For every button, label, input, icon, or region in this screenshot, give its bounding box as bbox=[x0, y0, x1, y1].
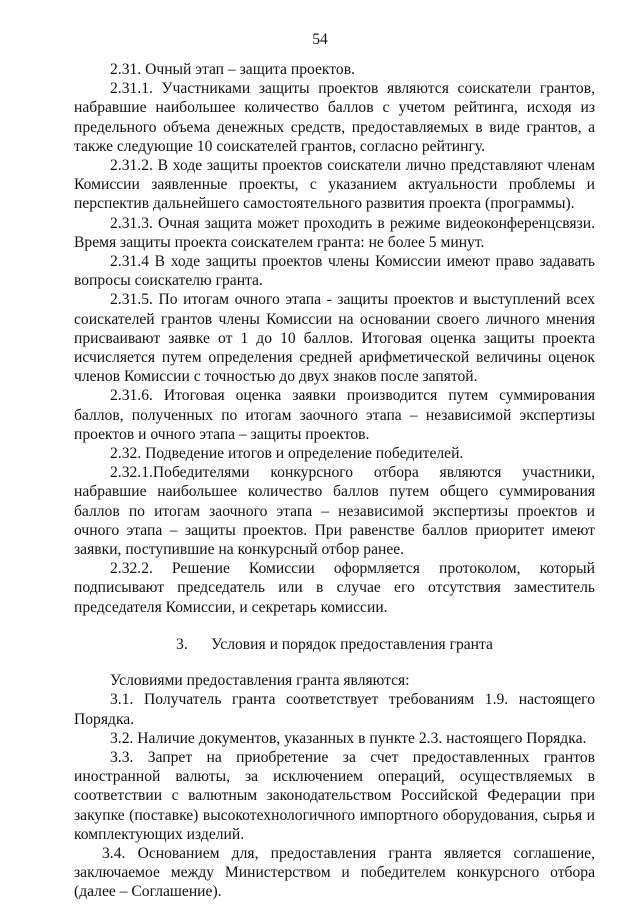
paragraph-2-31-6: 2.31.6. Итоговая оценка заявки производится путем суммирования баллов, полученных по итогам заочного этапа – независимой экспертизы проектов и очного этапа – защиты проектов. bbox=[74, 387, 595, 443]
section-heading: 3. Условия и порядок предоставления гранта bbox=[176, 635, 493, 653]
paragraph-2-32-2: 2.32.2. Решение Комиссии оформляется протоколом, который подписывают председатель или в случае его отсутствия заместитель председателя Комиссии, и секретарь комиссии. bbox=[74, 560, 595, 616]
paragraph-2-31-2: 2.31.2. В ходе защиты проектов соискатели лично представляют членам Комиссии заявленные проекты, с указанием актуальности проблемы и перспектив дальнейшего самостоятельного развития проекта (программы). bbox=[74, 157, 595, 213]
document-body bbox=[74, 60, 595, 902]
paragraph-2-31-4: 2.31.4 В ходе защиты проектов члены Комиссии имеют право задавать вопросы соискателю гранта. bbox=[74, 253, 595, 290]
paragraph-conditions-intro: Условиями предоставления гранта являются: bbox=[110, 672, 410, 690]
paragraph-3-3: 3.3. Запрет на приобретение за счет предоставленных грантов иностранной валюты, за исключением операций, осуществляемых в соответствии с валютным законодательством Российской Федерации при закупке (поставке) высокотехнологичного импортного оборудования, сырья и комплектующих изделий. bbox=[74, 748, 595, 843]
paragraph-2-31-3: 2.31.3. Очная защита может проходить в режиме видеоконференцсвязи. Время защиты проекта соискателем гранта: не более 5 минут. bbox=[74, 214, 595, 251]
paragraph-2-32-1: 2.32.1.Победителями конкурсного отбора являются участники, набравшие наибольшее количество баллов путем общего суммирования баллов по итогам заочного этапа – независимой экспертизы проектов и очного этапа – защиты проектов. При равенстве баллов приоритет имеют заявки, поступившие на конкурсный отбор ранее. bbox=[74, 464, 595, 559]
paragraph-3-2: 3.2. Наличие документов, указанных в пункте 2.3. настоящего Порядка. bbox=[110, 729, 587, 747]
paragraph-2-31-1: 2.31.1. Участниками защиты проектов являются соискатели грантов, набравшие наибольшее количество баллов с учетом рейтинга, исходя из предельного объема денежных средств, предоставляемых в виде грантов, а также следующие 10 соискателей грантов, согласно рейтингу. bbox=[74, 80, 595, 155]
paragraph-2-32: 2.32. Подведение итогов и определение победителей. bbox=[110, 445, 464, 463]
paragraph-3-4: 3.4. Основанием для, предоставления гранта является соглашение, заключаемое между Министерством и победителем конкурсного отбора (далее – Соглашение). bbox=[74, 844, 595, 901]
paragraph-2-31-5: 2.31.5. По итогам очного этапа - защиты проектов и выступлений всех соискателей грантов члены Комиссии на основании своего личного мнения присваивают заявке от 1 до 10 баллов. Итоговая оценка защиты проекта исчисляется путем определения средней арифметической величины оценок членов Комиссии с точностью до двух знаков после запятой. bbox=[74, 291, 595, 386]
page-number: 54 bbox=[312, 31, 328, 48]
paragraph-2-31: 2.31. Очный этап – защита проектов. bbox=[110, 61, 355, 78]
paragraph-3-1: 3.1. Получатель гранта соответствует требованиям 1.9. настоящего Порядка. bbox=[74, 691, 595, 728]
